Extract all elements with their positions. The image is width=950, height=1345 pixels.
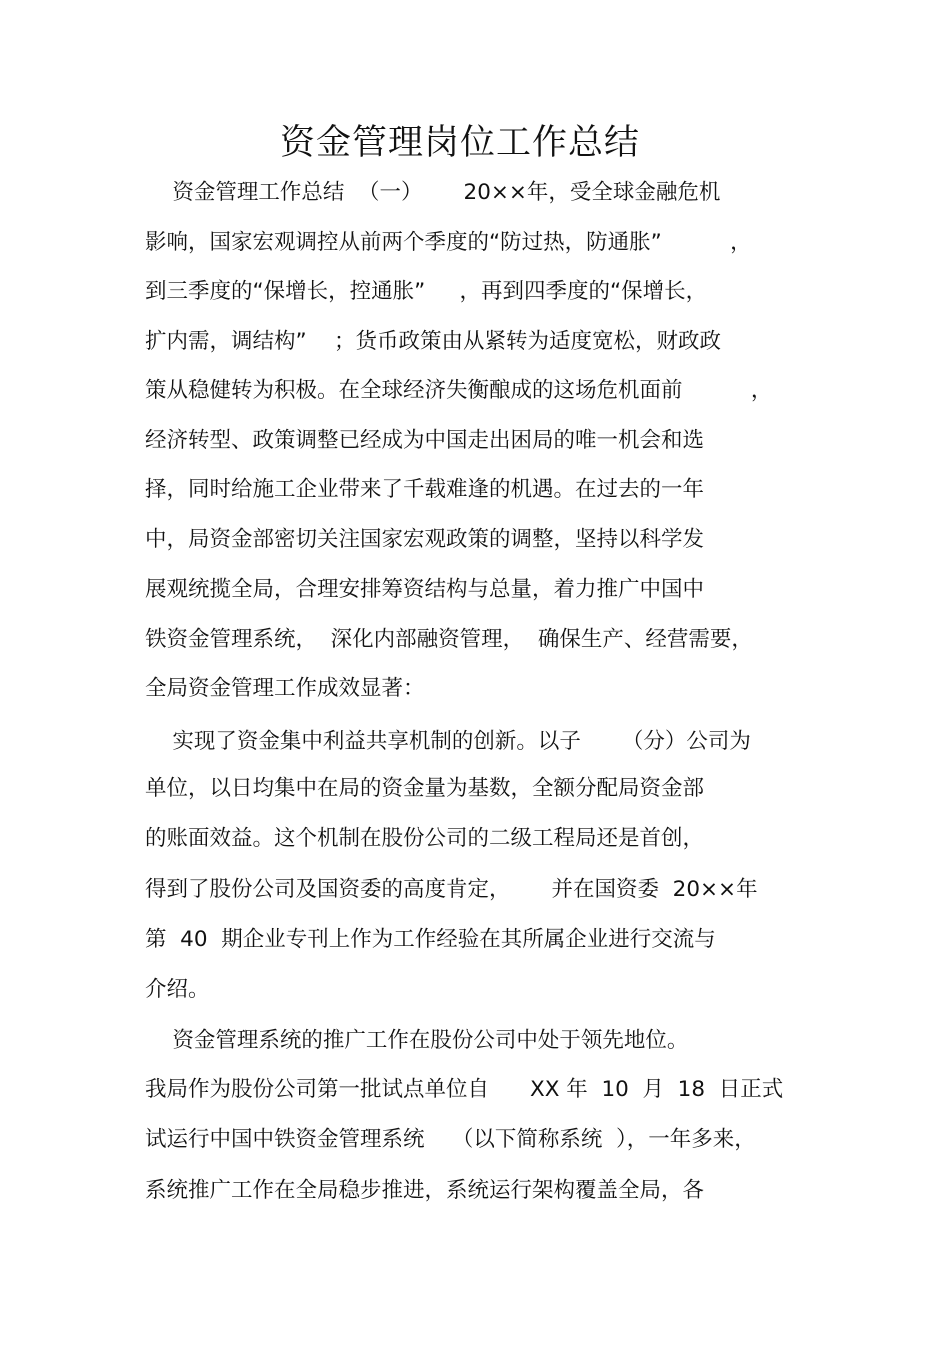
document-title: 资金管理岗位工作总结: [279, 123, 640, 163]
paragraph-line: 资金管理系统的推广工作在股份公司中处于领先地位。: [145, 1028, 689, 1053]
paragraph-line: 的账面效益。这个机制在股份公司的二级工程局还是首创，: [145, 826, 705, 851]
paragraph-line: 单位，以日均集中在局的资金量为基数，全额分配局资金部: [145, 776, 705, 801]
paragraph-line: 策从稳健转为积极。在全球经济失衡酿成的这场危机面前 ，: [145, 378, 773, 403]
paragraph-line: 介绍。: [145, 977, 210, 1002]
paragraph-line: 影响，国家宏观调控从前两个季度的“防过热，防通胀” ，: [145, 230, 752, 255]
paragraph-line: 经济转型、政策调整已经成为中国走出困局的唯一机会和选: [145, 428, 705, 453]
paragraph-line: 到三季度的“保增长，控通胀” ，再到四季度的“保增长，: [145, 279, 708, 304]
paragraph-line: 得到了股份公司及国资委的高度肯定， 并在国资委 20××年: [145, 877, 758, 902]
paragraph-line: 系统推广工作在全局稳步推进，系统运行架构覆盖全局，各: [145, 1178, 705, 1203]
paragraph-line: 择，同时给施工企业带来了千载难逢的机遇。在过去的一年: [145, 477, 705, 502]
paragraph-line: 展观统揽全局，合理安排筹资结构与总量，着力推广中国中: [145, 577, 705, 602]
paragraph-line: 实现了资金集中利益共享机制的创新。以子 （分）公司为: [145, 729, 751, 754]
paragraph-line: 试运行中国中铁资金管理系统 （以下简称系统 ），一年多来，: [145, 1127, 756, 1152]
paragraph-line: 资金管理工作总结 （一） 20××年，受全球金融危机: [145, 180, 721, 205]
paragraph-line: 扩内需，调结构” ；货币政策由从紧转为适度宽松，财政政: [145, 329, 721, 354]
paragraph-line: 我局作为股份公司第一批试点单位自 XX 年 10 月 18 日正式: [145, 1077, 784, 1102]
paragraph-line: 中，局资金部密切关注国家宏观政策的调整，坚持以科学发: [145, 527, 705, 552]
paragraph-line: 全局资金管理工作成效显著：: [145, 676, 425, 701]
paragraph-line: 第 40 期企业专刊上作为工作经验在其所属企业进行交流与: [145, 927, 716, 952]
paragraph-line: 铁资金管理系统， 深化内部融资管理， 确保生产、经营需要，: [145, 627, 753, 652]
